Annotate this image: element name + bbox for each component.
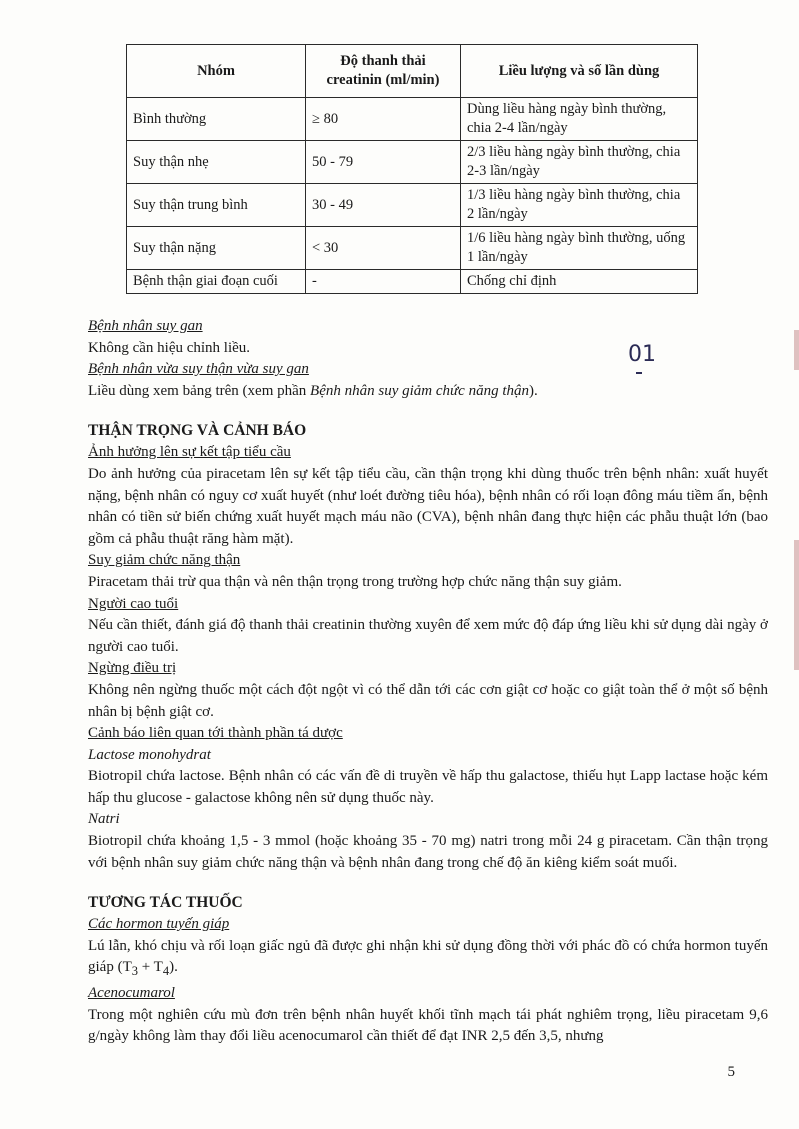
text-italic: Bệnh nhân suy giảm chức năng thận	[310, 382, 530, 399]
table-header-row	[127, 45, 698, 98]
subheading: Ảnh hưởng lên sự kết tập tiểu cầu	[88, 444, 291, 461]
header-dosage: Liều lượng và số lần dùng	[461, 45, 698, 98]
paragraph: Không cần hiệu chỉnh liều.	[88, 339, 251, 356]
subheading: Người cao tuổi	[88, 595, 179, 612]
table-cell: < 30	[306, 227, 461, 270]
subheading: Acenocumarol	[88, 985, 175, 1002]
dosage-table	[126, 44, 698, 294]
paragraph: Do ảnh hưởng của piracetam lên sự kết tập tiểu cầu, cần thận trọng khi dùng thuốc trên bệnh nhân: xuất huyết nặng, bệnh nhân có nguy cơ xuất huyết (như loét đường tiêu hóa), bệnh nhân có rối loạn đông máu tiềm ẩn, bệnh nhân có tiền sử biến chứng xuất huyết mạch máu não (CVA), bệnh nhân đang thực hiện các phẫu thuật lớn (bao gồm cả phẫu thuật răng hàm mặt).	[88, 465, 768, 547]
edge-stamp-fragment	[794, 540, 799, 670]
table-cell: Suy thận trung bình	[127, 184, 306, 227]
text: ).	[529, 382, 538, 399]
table-row	[127, 98, 698, 141]
paragraph: Piracetam thải trừ qua thận và nên thận trọng trong trường hợp chức năng thận suy giảm.	[88, 573, 622, 590]
text: Lú lẫn, khó chịu và rối loạn giấc ngủ đã được ghi nhận khi sử dụng đồng thời với phác đồ có chứa hormon tuyến giáp (T	[88, 937, 768, 976]
table-row	[127, 270, 698, 294]
paragraph: Biotropil chứa khoảng 1,5 - 3 mmol (hoặc khoảng 35 - 70 mg) natri trong mỗi 24 g piracetam. Cần thận trọng với bệnh nhân suy giảm chức năng thận và bệnh nhân đang trong chế độ ăn kiêng kiểm soát muối.	[88, 833, 768, 871]
table-cell: -	[306, 270, 461, 294]
table-cell: 30 - 49	[306, 184, 461, 227]
subheading-italic: Lactose monohydrat	[88, 746, 211, 763]
table-cell: Bình thường	[127, 98, 306, 141]
table-cell: Chống chỉ định	[461, 270, 698, 294]
subheading-kidney-liver: Bệnh nhân vừa suy thận vừa suy gan	[88, 361, 309, 378]
subscript: 3	[131, 964, 138, 979]
page-number: 5	[727, 1064, 735, 1080]
subheading: Ngừng điều trị	[88, 660, 177, 677]
header-creatinine-clearance: Độ thanh thải creatinin (ml/min)	[306, 45, 461, 98]
table-row	[127, 184, 698, 227]
table-cell: 1/3 liều hàng ngày bình thường, chia 2 lần/ngày	[461, 184, 698, 227]
header-group: Nhóm	[127, 45, 306, 98]
subheading: Các hormon tuyến giáp	[88, 916, 230, 933]
handwritten-mark: 01	[628, 342, 656, 367]
table-cell: 2/3 liều hàng ngày bình thường, chia 2-3 lần/ngày	[461, 141, 698, 184]
table-cell: Bệnh thận giai đoạn cuối	[127, 270, 306, 294]
table-row	[127, 227, 698, 270]
table-cell: Suy thận nhẹ	[127, 141, 306, 184]
section-title-precautions: THẬN TRỌNG VÀ CẢNH BÁO	[88, 422, 307, 440]
table-cell: Dùng liều hàng ngày bình thường, chia 2-4 lần/ngày	[461, 98, 698, 141]
document-page	[88, 44, 768, 1048]
paragraph	[88, 936, 768, 983]
paragraph: Trong một nghiên cứu mù đơn trên bệnh nhân huyết khối tĩnh mạch tái phát nghiêm trọng, liều piracetam 9,6 g/ngày không làm thay đổi liều acenocumarol cần thiết để đạt INR 2,5 đến 3,5, nhưng	[88, 1006, 768, 1045]
document-body	[88, 316, 768, 1048]
table-cell: Suy thận nặng	[127, 227, 306, 270]
subheading: Suy giảm chức năng thận	[88, 552, 241, 569]
paragraph: Nếu cần thiết, đánh giá độ thanh thải creatinin thường xuyên để xem mức độ đáp ứng liều khi sử dụng dài ngày ở người cao tuổi.	[88, 617, 768, 655]
section-title-interactions: TƯƠNG TÁC THUỐC	[88, 894, 243, 912]
table-cell: 1/6 liều hàng ngày bình thường, uống 1 lần/ngày	[461, 227, 698, 270]
table-cell: 50 - 79	[306, 141, 461, 184]
table-cell: ≥ 80	[306, 98, 461, 141]
subscript: 4	[162, 964, 170, 979]
edge-stamp-fragment	[794, 330, 799, 370]
handwritten-dash	[636, 372, 642, 374]
paragraph	[88, 381, 768, 403]
subheading: Cảnh báo liên quan tới thành phần tá dược	[88, 725, 343, 742]
text: + T	[137, 959, 163, 976]
subheading-liver: Bệnh nhân suy gan	[88, 318, 203, 334]
paragraph: Biotropil chứa lactose. Bệnh nhân có các vấn đề di truyền về hấp thu galactose, thiếu hụt Lapp lactase hoặc kém hấp thu glucose - galactose không nên sử dụng thuốc này.	[88, 768, 768, 806]
text: Liều dùng xem bảng trên (xem phần	[88, 382, 311, 399]
table-row	[127, 141, 698, 184]
text: ).	[169, 959, 178, 976]
subheading-italic: Natri	[88, 811, 120, 828]
paragraph: Không nên ngừng thuốc một cách đột ngột vì có thể dẫn tới các cơn giật cơ hoặc co giật toàn thể ở một số bệnh nhân bị bệnh giật cơ.	[88, 681, 768, 720]
